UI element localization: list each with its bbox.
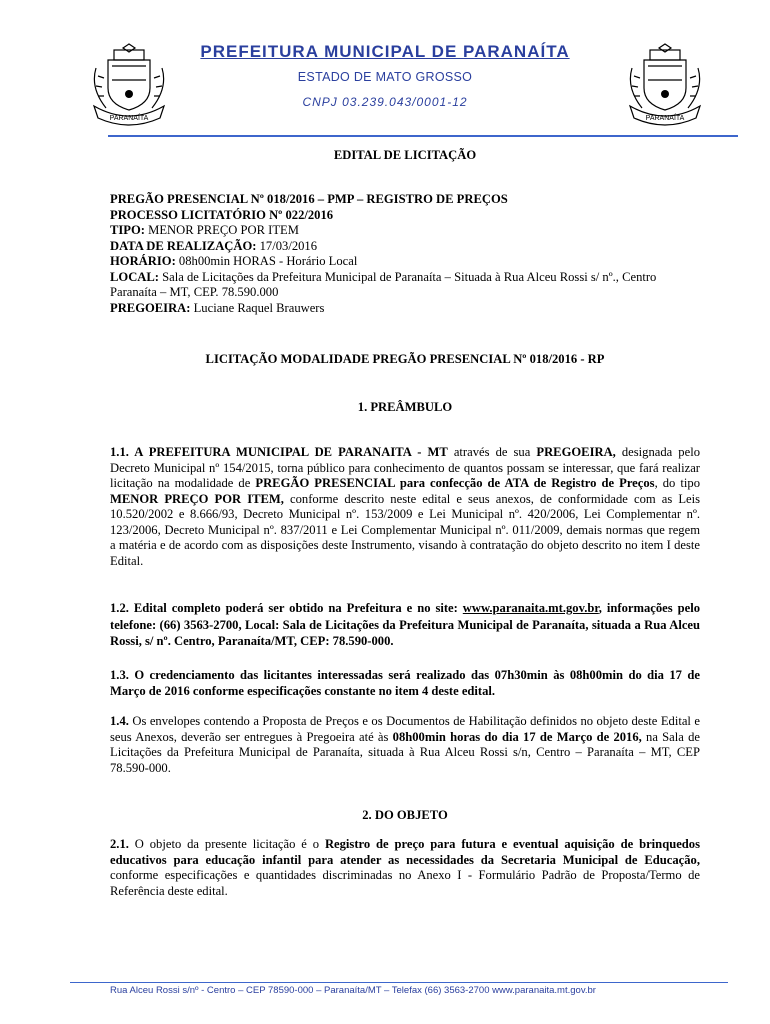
section-1-title: 1. PREÂMBULO — [357, 400, 453, 414]
tipo-value: MENOR PREÇO POR ITEM — [144, 223, 299, 237]
doc-title: EDITAL DE LICITAÇÃO — [333, 148, 477, 162]
header-title: PREFEITURA MUNICIPAL DE PARANAÍTA — [200, 42, 570, 61]
p11-text-3: , do tipo — [654, 476, 700, 490]
paragraph-1-1 — [110, 445, 700, 569]
local-label: LOCAL: — [110, 269, 159, 284]
data-line — [110, 239, 700, 255]
p14-bold-1: 1.4. — [110, 714, 129, 728]
p11-bold-4: MENOR PREÇO POR ITEM, — [110, 491, 284, 506]
horario-label: HORÁRIO: — [110, 254, 176, 268]
p14-text-1: Os envelopes contendo a Proposta de Preços e os Documentos de Habilitação definidos no objeto deste Edital e seus Anexos, deverão ser entregues à Pregoeira até às — [110, 714, 700, 744]
horario-line — [110, 254, 700, 270]
website-link[interactable]: www.paranaita.mt.gov.br — [462, 601, 599, 615]
crest-label-right: PARANAÍTA — [645, 115, 685, 122]
paragraph-1-2 — [110, 600, 700, 650]
tipo-line — [110, 223, 700, 239]
p14-bold-2: 08h00min horas do dia 17 de Março de 2016, — [392, 729, 642, 744]
p21-text-2: conforme especificações e quantidades discriminadas no Anexo I - Formulário Padrão de Proposta/Termo de Referência deste edital. — [110, 868, 700, 898]
info-block — [110, 192, 700, 316]
local-line — [110, 270, 700, 301]
paragraph-1-3 — [110, 668, 700, 699]
p11-bold-2: PREGOEIRA, — [536, 445, 616, 459]
pregoeira-line — [110, 301, 700, 317]
p11-text-1: através de sua — [447, 445, 537, 459]
horario-value: 08h00min HORAS - Horário Local — [175, 254, 358, 268]
p12-bold-2: , informações pelo telefone: (66) 3563-2700, Local: Sala de Licitações da Prefeitura Municipal de Paranaíta, situada a Rua Alceu Rossi, s/ nº. Centro, Paranaíta/MT, CEP: 78.590-000. — [110, 601, 700, 648]
p11-text-2: designada pelo Decreto Municipal nº 154/2015, torna público para conhecimento de quantos possam se interessar, que fará realizar licitação na modalidade de — [110, 445, 700, 490]
pregoeira-label: PREGOEIRA: — [110, 300, 191, 315]
p14-text-2: na Sala de Licitações da Prefeitura Municipal de Paranaíta, situada à Rua Alceu Rossi s/n, Centro – Paranaíta – MT, CEP 78.590-000. — [110, 729, 700, 775]
paragraph-1-4 — [110, 714, 700, 776]
data-value: 17/03/2016 — [256, 238, 318, 253]
p21-bold-1: 2.1. — [110, 837, 129, 851]
p12-bold-1: 1.2. Edital completo poderá ser obtido na Prefeitura e no site: — [110, 601, 463, 615]
pregao-line: PREGÃO PRESENCIAL Nº 018/2016 – PMP – REGISTRO DE PREÇOS — [110, 192, 508, 206]
p13-bold: 1.3. O credenciamento das licitantes interessadas será realizado das 07h30min às 08h00min do dia 17 de Março de 2016 conforme especificações constante no item 4 deste edital. — [110, 668, 700, 698]
header-divider — [108, 135, 738, 137]
section-2-title: 2. DO OBJETO — [362, 808, 448, 822]
tipo-label: TIPO: — [110, 223, 145, 237]
local-value: Sala de Licitações da Prefeitura Municipal de Paranaíta – Situada à Rua Alceu Rossi s/ nº., Centro Paranaíta – MT, CEP. 78.590.000 — [110, 269, 657, 299]
pregoeira-value: Luciane Raquel Brauwers — [190, 300, 325, 315]
header-cnpj: CNPJ 03.239.043/0001-12 — [302, 95, 468, 109]
p21-text-1: O objeto da presente licitação é o — [128, 837, 325, 851]
data-label: DATA DE REALIZAÇÃO: — [110, 238, 257, 253]
modalidade-heading: LICITAÇÃO MODALIDADE PREGÃO PRESENCIAL Nº 018/2016 - RP — [205, 352, 605, 366]
footer-address: Rua Alceu Rossi s/nº - Centro – CEP 78590-000 – Paranaíta/MT – Telefax (66) 3563-2700 www.paranaita.mt.gov.br — [110, 985, 596, 996]
footer-divider — [70, 982, 728, 983]
processo-line: PROCESSO LICITATÓRIO Nº 022/2016 — [110, 207, 334, 222]
p11-text-4: conforme descrito neste edital e seus anexos, de conformidade com as Leis 10.520/2002 e 8.666/93, Decreto Municipal nº. 153/2009 e Lei Municipal nº. 420/2006, Lei Complementar nº. 123/2006, Decreto Municipal nº. 837/2011 e Lei Complementar Municipal nº. 011/2009, demais normas que regem a matéria e de acordo com as disposições deste Instrumento, visando à contratação do objeto descrito no item I deste Edital. — [110, 491, 701, 568]
paragraph-2-1 — [110, 837, 700, 899]
crest-label-left: PARANAÍTA — [109, 115, 149, 122]
header-state: ESTADO DE MATO GROSSO — [297, 70, 473, 84]
p11-bold-1: 1.1. A PREFEITURA MUNICIPAL DE PARANAITA - MT — [110, 445, 448, 459]
p11-bold-3: PREGÃO PRESENCIAL para confecção de ATA de Registro de Preços — [255, 476, 655, 490]
p21-bold-2: Registro de preço para futura e eventual aquisição de brinquedos educativos para educação infantil para atender as necessidades da Secretaria Municipal de Educação, — [110, 837, 700, 867]
